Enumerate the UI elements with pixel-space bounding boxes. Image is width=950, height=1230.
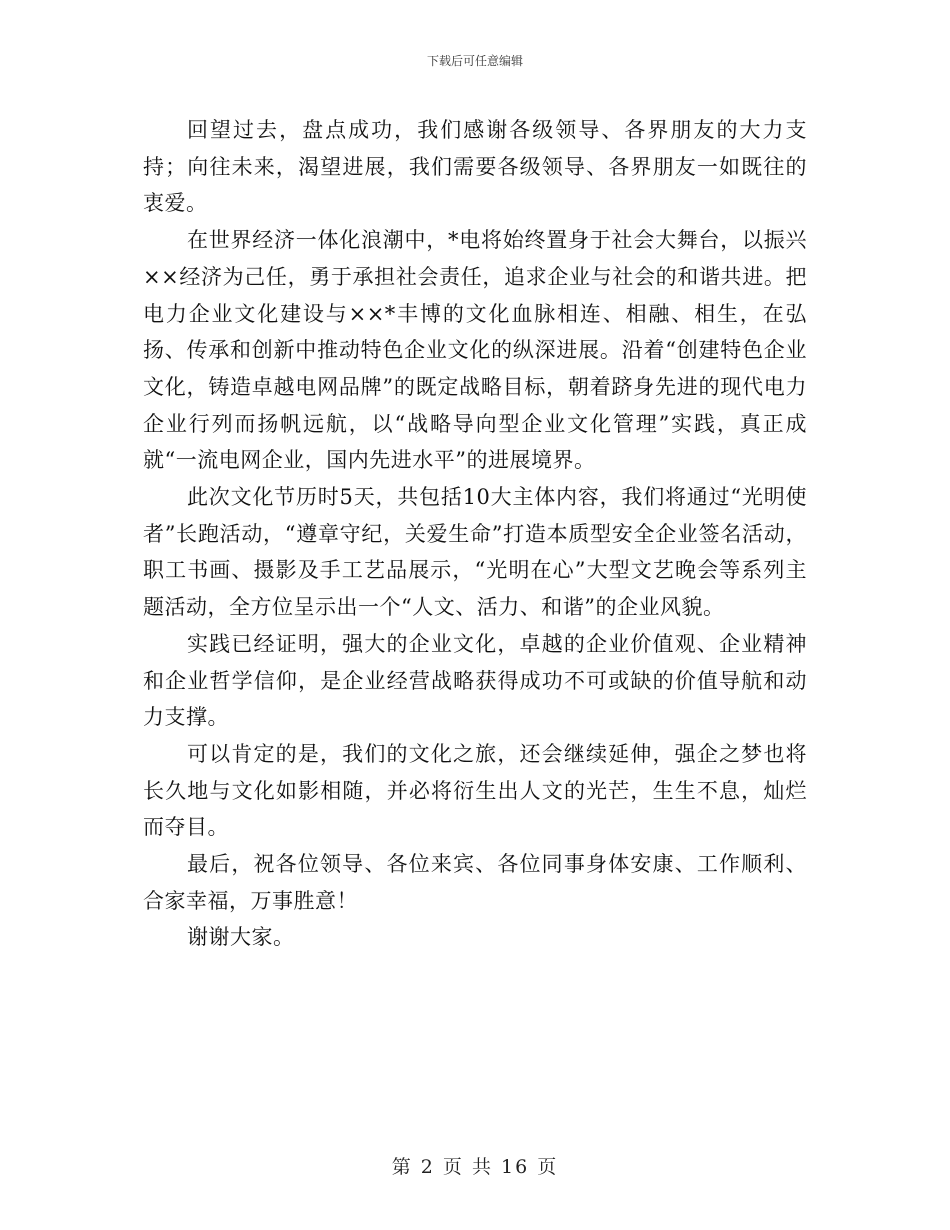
paragraph-thanks: 谢谢大家。 [187, 925, 295, 950]
page-number: 第 2 页 共 16 页 [391, 1156, 559, 1178]
paragraph-development: 在世界经济一体化浪潮中，*电将始终置身于社会大舞台，以振兴××经济为己任，勇于承担社会责任，追求企业与社会的和谐共进。把电力企业文化建设与××*丰博的文化血脉相连、相融、相生，在弘扬、传承和创新中推动特色企业文化的纵深进展。沿着“创建特色企业文化，铸造卓越电网品牌”的既定战略目标，朝着跻身先进的现代电力企业行列而扬帆远航，以“战略导向型企业文化管理”实践，真正成就“一流电网企业，国内先进水平”的进展境界。 [143, 228, 807, 473]
paragraph-wishes: 最后，祝各位领导、各位来宾、各位同事身体安康、工作顺利、合家幸福，万事胜意！ [143, 852, 807, 913]
paragraph-festival: 此次文化节历时5天，共包括10大主体内容，我们将通过“光明使者”长跑活动，“遵章守纪，关爱生命”打造本质型安全企业签名活动，职工书画、摄影及手工艺品展示，“光明在心”大型文艺晚会等系列主题活动，全方位呈示出一个“人文、活力、和谐”的企业风貌。 [143, 485, 807, 620]
paragraph-practice: 实践已经证明，强大的企业文化，卓越的企业价值观、企业精神和企业哲学信仰，是企业经营战略获得成功不可或缺的价值导航和动力支撑。 [143, 631, 807, 730]
paragraph-gratitude: 回望过去，盘点成功，我们感谢各级领导、各界朋友的大力支持；向往未来，渴望进展，我们需要各级领导、各界朋友一如既往的衷爱。 [143, 118, 807, 216]
paragraph-journey: 可以肯定的是，我们的文化之旅，还会继续延伸，强企之梦也将长久地与文化如影相随，并必将衍生出人文的光芒，生生不息，灿烂而夺目。 [143, 741, 807, 840]
page-header-note: 下载后可任意编辑 [426, 54, 523, 68]
document-body [143, 112, 807, 956]
